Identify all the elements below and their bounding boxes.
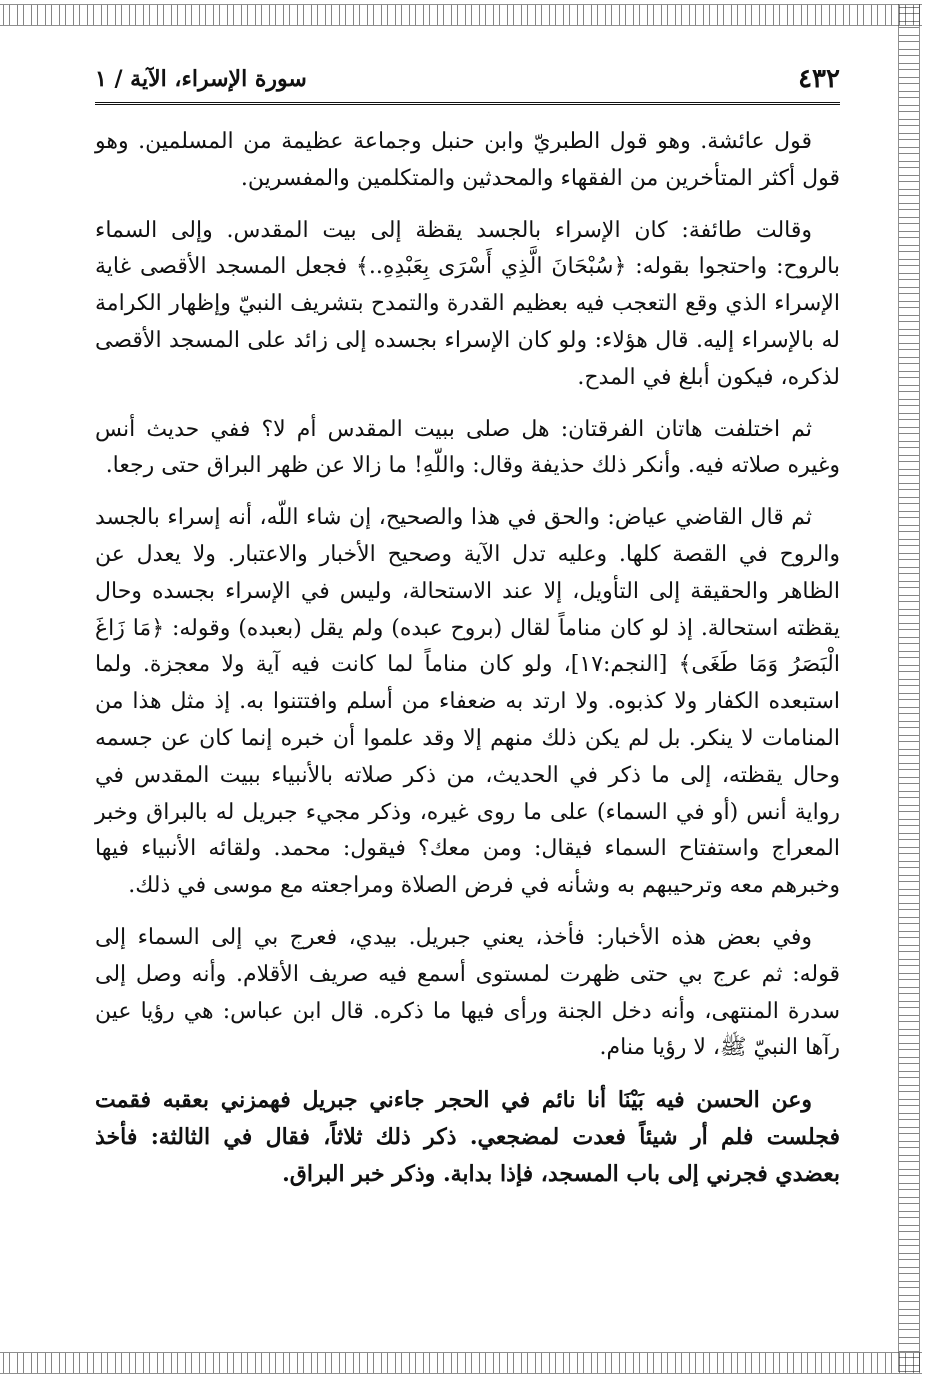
decorative-border-bottom xyxy=(0,1352,922,1374)
paragraph-3: ثم اختلفت هاتان الفرقتان: هل صلى ببيت المقدس أم لا؟ ففي حديث أنس وغيره صلاته فيه. وأنكر ذلك حذيفة وقال: واللّهِ! ما زالا عن ظهر البراق حتى رجعا. xyxy=(95,416,840,479)
running-title: سورة الإسراء، الآية / ١ xyxy=(95,66,307,92)
decorative-border-top xyxy=(0,4,922,26)
paragraph-2: وقالت طائفة: كان الإسراء بالجسد يقظة إلى بيت المقدس. وإلى السماء بالروح: واحتجوا بقوله: ﴿سُبْحَانَ الَّذِي أَسْرَى بِعَبْدِهِ..﴾ فجعل المسجد الأقصى غاية الإسراء الذي وقع التعجب فيه بعظيم القدرة والتمدح بتشريف النبيّ وإظهار الكرامة له بالإسراء إليه. قال هؤلاء: ولو كان الإسراء بجسده إلى زائد على المسجد الأقصى لذكره، فيكون أبلغ في المدح. xyxy=(95,217,840,390)
decorative-border-right xyxy=(898,4,920,1372)
page-header xyxy=(95,62,840,105)
paragraph-5: وفي بعض هذه الأخبار: فأخذ، يعني جبريل. بيدي، فعرج بي إلى السماء إلى قوله: ثم عرج بي حتى ظهرت لمستوى أسمع فيه صريف الأقلام. وأنه وصل إلى سدرة المنتهى، وأنه دخل الجنة ورأى فيها ما ذكره. قال ابن عباس: هي رؤيا عين رآها النبيّ ﷺ، لا رؤيا منام. xyxy=(95,924,840,1061)
page-body xyxy=(95,124,840,1208)
paragraph-6: وعن الحسن فيه بَيْنَا أنا نائم في الحجر جاءني جبريل فهمزني بعقبه فقمت فجلست فلم أر شيئاً فعدت لمضجعي. ذكر ذلك ثلاثاً، فقال في الثالثة: فأخذ بعضدي فجرني إلى باب المسجد، فإذا بدابة. وذكر خبر البراق. xyxy=(95,1087,840,1187)
paragraph-1: قول عائشة. وهو قول الطبريّ وابن حنبل وجماعة عظيمة من المسلمين. وهو قول أكثر المتأخرين من الفقهاء والمحدثين والمتكلمين والمفسرين. xyxy=(95,129,840,191)
paragraph-4: ثم قال القاضي عياض: والحق في هذا والصحيح، إن شاء اللّه، أنه إسراء بالجسد والروح في القصة كلها. وعليه تدل الآية وصحيح الأخبار والاعتبار. ولا يعدل عن الظاهر والحقيقة إلى التأويل، إلا عند الاستحالة، وليس في الإسراء بجسده وحال يقظته استحالة. إذ لو كان مناماً لقال (بروح عبده) ولم يقل (بعبده) وقوله: ﴿مَا زَاغَ الْبَصَرُ وَمَا طَغَى﴾ [النجم:١٧]، ولو كان مناماً لما كانت فيه آية ولا معجزة. ولما استبعده الكفار ولا كذبوه. ولا ارتد به ضعفاء من أسلم وافتتنوا به. إذ مثل هذا من المنامات لا ينكر. بل لم يكن ذلك منهم إلا وقد علموا أن خبره إنما كان عن جسمه وحال يقظته، إلى ما ذكر في الحديث، من ذكر صلاته بالأنبياء ببيت المقدس في رواية أنس (أو في السماء) على ما روى غيره، وذكر مجيء جبريل له بالبراق وخبر المعراج واستفتاح السماء فيقال: ومن معك؟ فيقول: محمد. ولقائه الأنبياء فيها وخبرهم معه وترحيبهم به وشأنه في فرض الصلاة ومراجعته مع موسى في ذلك. xyxy=(95,505,840,899)
page-number: ٤٣٢ xyxy=(798,64,840,94)
